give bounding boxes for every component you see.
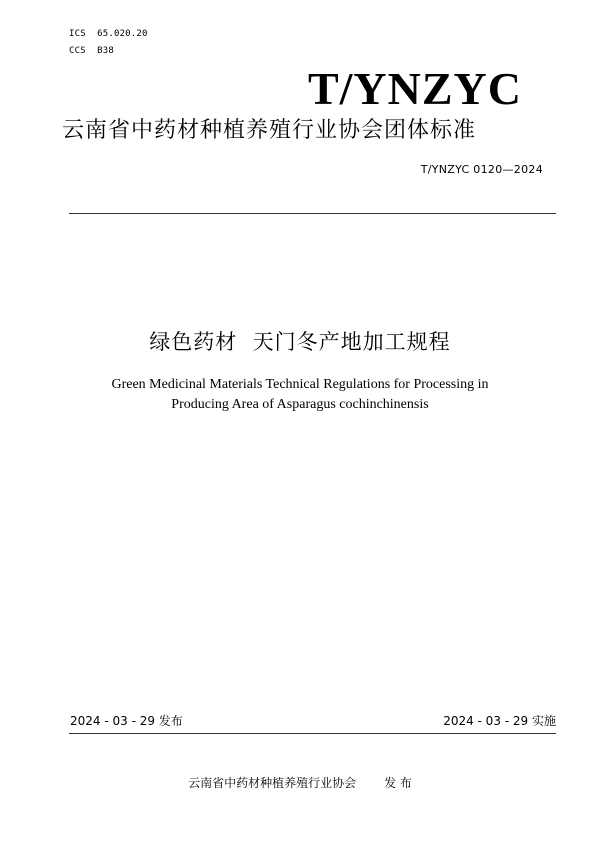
publish-label: 发 布	[384, 776, 412, 790]
ccs-code: CCS B38	[69, 46, 114, 56]
implement-date: 2024 - 03 - 29 实施	[443, 714, 556, 728]
organization-standard-heading: 云南省中药材种植养殖行业协会团体标准	[62, 118, 477, 143]
ics-code: ICS 65.020.20	[69, 29, 148, 39]
header-divider	[69, 213, 556, 214]
publisher-name: 云南省中药材种植养殖行业协会	[188, 776, 357, 790]
standard-number: T/YNZYC 0120—2024	[420, 163, 543, 176]
standard-logo: T/YNZYC	[307, 63, 522, 114]
document-title-en-line2: Producing Area of Asparagus cochinchinensis	[171, 397, 429, 412]
footer-divider	[69, 733, 556, 734]
publish-date: 2024 - 03 - 29 发布	[70, 714, 183, 728]
publisher-line	[0, 775, 600, 791]
document-title-zh: 绿色药材 天门冬产地加工规程	[149, 330, 451, 354]
document-title-en-line1: Green Medicinal Materials Technical Regulations for Processing in	[111, 377, 489, 392]
